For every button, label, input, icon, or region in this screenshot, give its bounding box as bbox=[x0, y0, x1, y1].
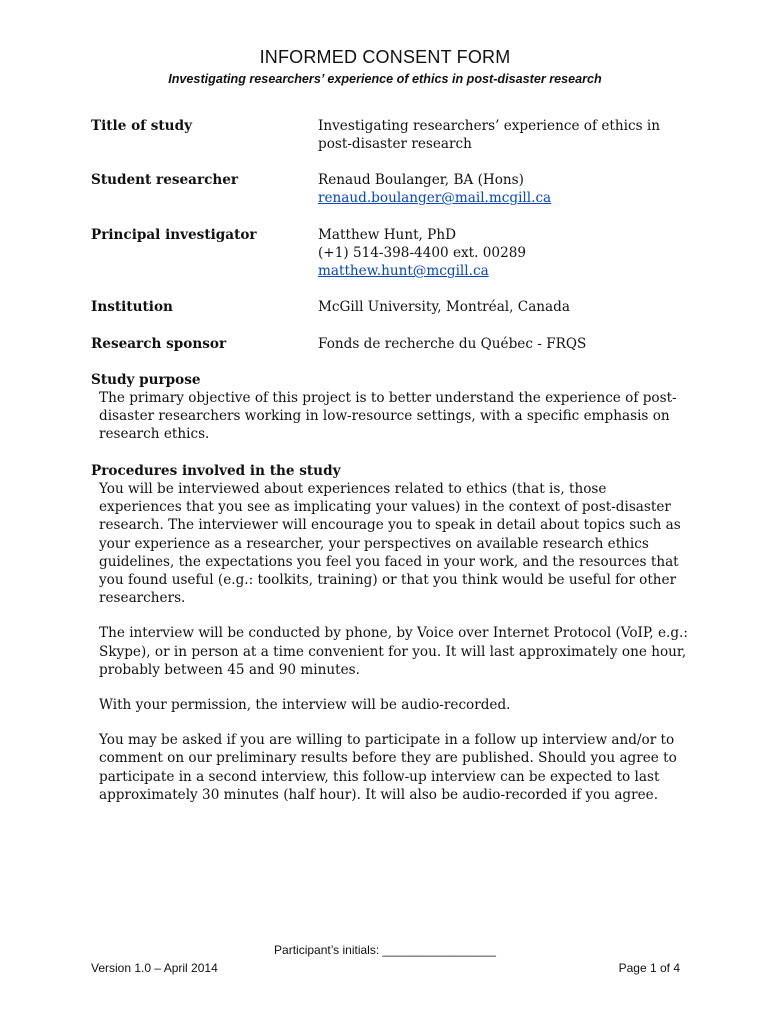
study-purpose-heading: Study purpose bbox=[91, 372, 201, 388]
procedures-paragraph-1: You will be interviewed about experiences related to ethics (that is, those experiences that you see as implicating your values) in the context of post-disaster research. The interviewer will encourage you to speak in detail about topics such as your experience as a researcher, your perspectives on available research ethics guidelines, the expectations you feel you faced in your work, and the resources that you found useful (e.g.: toolkits, training) or that you think would be useful for other researchers. bbox=[99, 481, 681, 607]
research-sponsor-label: Research sponsor bbox=[91, 336, 227, 352]
pi-name: Matthew Hunt, PhD bbox=[318, 227, 456, 243]
student-researcher-value bbox=[318, 171, 678, 207]
document-subtitle: Investigating researchers’ experience of ethics in post-disaster research bbox=[168, 72, 602, 86]
student-researcher-name: Renaud Boulanger, BA (Hons) bbox=[318, 172, 524, 188]
study-purpose-text: The primary objective of this project is to better understand the experience of post-disaster researchers working in low-resource settings, with a specific emphasis on research ethics. bbox=[99, 390, 677, 443]
principal-investigator-value bbox=[318, 226, 678, 280]
page-number: Page 1 of 4 bbox=[618, 961, 680, 975]
procedures-paragraph-2: The interview will be conducted by phone, by Voice over Internet Protocol (VoIP, e.g.: Skype), or in person at a time convenient for you. It will last approximately one hour, probably between 45 and 90 minutes. bbox=[99, 625, 688, 678]
study-purpose-section bbox=[91, 371, 691, 444]
document-title: INFORMED CONSENT FORM bbox=[259, 47, 511, 67]
student-researcher-label: Student researcher bbox=[91, 172, 239, 188]
version-label: Version 1.0 – April 2014 bbox=[91, 961, 218, 975]
procedures-paragraph-3: With your permission, the interview will be audio-recorded. bbox=[99, 697, 511, 714]
pi-phone: (+1) 514-398-4400 ext. 00289 bbox=[318, 245, 527, 261]
institution-value: McGill University, Montréal, Canada bbox=[318, 299, 570, 315]
student-email-link[interactable]: renaud.boulanger@mail.mcgill.ca bbox=[318, 190, 552, 206]
procedures-heading: Procedures involved in the study bbox=[91, 463, 341, 479]
pi-email-link[interactable]: matthew.hunt@mcgill.ca bbox=[318, 263, 489, 279]
procedures-section bbox=[91, 462, 691, 804]
title-of-study-value: Investigating researchers’ experience of ethics in post-disaster research bbox=[318, 118, 660, 152]
title-of-study-label: Title of study bbox=[91, 118, 192, 134]
principal-investigator-label: Principal investigator bbox=[91, 227, 257, 243]
procedures-paragraph-4: You may be asked if you are willing to participate in a follow up interview and/or to comment on our preliminary results before they are published. Should you agree to participate in a second interview, this follow-up interview can be expected to last approximately 30 minutes (half hour). It will also be audio-recorded if you agree. bbox=[99, 732, 677, 803]
institution-label: Institution bbox=[91, 299, 173, 315]
research-sponsor-value: Fonds de recherche du Québec - FRQS bbox=[318, 336, 587, 352]
participant-initials: Participant’s initials: _________________ bbox=[274, 943, 496, 957]
